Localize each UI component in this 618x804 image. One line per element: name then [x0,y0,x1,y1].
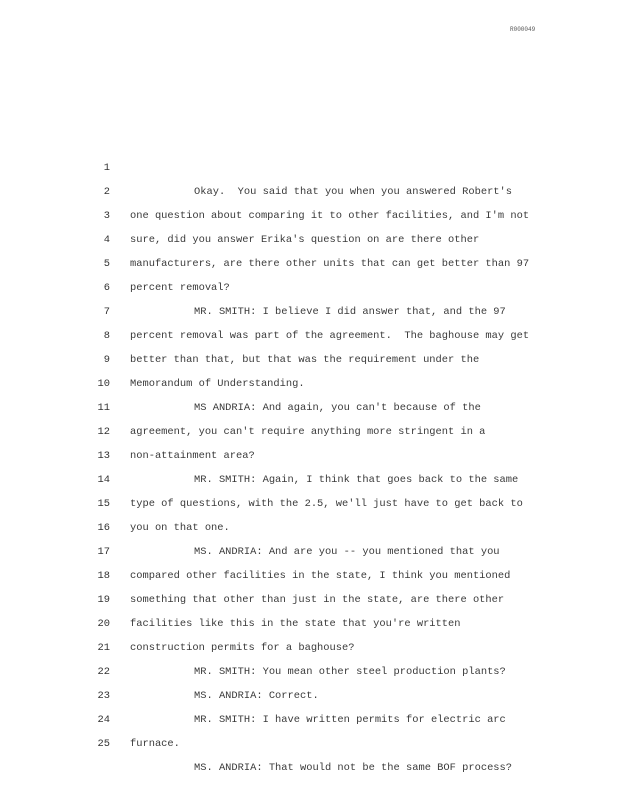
line-number: 16 [97,522,110,534]
line-text: MR. SMITH: You mean other steel production plants? [194,666,506,678]
line-number: 1 [103,162,110,174]
line-number: 22 [97,666,110,678]
line-text: facilities like this in the state that you're written [130,618,461,630]
line-number: 17 [97,546,110,558]
line-number: 2 [103,186,110,198]
line-text: MR. SMITH: I believe I did answer that, and the 97 [194,306,506,318]
line-number: 20 [97,618,110,630]
line-text: MS. ANDRIA: That would not be the same BOF process? [194,762,513,774]
line-text: agreement, you can't require anything more stringent in a [130,426,486,438]
line-number: 5 [103,258,110,270]
line-number: 25 [97,738,110,750]
transcript-line [0,132,618,198]
line-number: 8 [103,330,110,342]
line-text: non-attainment area? [130,450,255,462]
line-number: 10 [97,378,110,390]
line-text: MS. ANDRIA: Correct. [194,690,319,702]
line-text: percent removal? [130,282,230,294]
line-text: something that other than just in the state, are there other [130,594,505,606]
line-text: MS. ANDRIA: And are you -- you mentioned that you [194,546,500,558]
line-text: better than that, but that was the requirement under the [130,354,480,366]
line-number: 24 [97,714,110,726]
line-number: 19 [97,594,110,606]
line-text: you on that one. [130,522,230,534]
line-number: 23 [97,690,110,702]
line-text: type of questions, with the 2.5, we'll just have to get back to [130,498,523,510]
line-text: manufacturers, are there other units that can get better than 97 [130,258,530,270]
line-number: 9 [103,354,110,366]
line-text: sure, did you answer Erika's question on are there other [130,234,480,246]
line-text: compared other facilities in the state, I think you mentioned [130,570,511,582]
line-text: MR. SMITH: I have written permits for electric arc [194,714,506,726]
line-text: Okay. You said that you when you answered Robert's [194,186,513,198]
line-number: 3 [103,210,110,222]
line-number: 14 [97,474,110,486]
line-text: furnace. [130,738,180,750]
line-number: 11 [97,402,110,414]
line-text: Memorandum of Understanding. [130,378,305,390]
line-number: 7 [103,306,110,318]
line-number: 21 [97,642,110,654]
line-number: 4 [103,234,110,246]
line-number: 15 [97,498,110,510]
line-number: 13 [97,450,110,462]
line-text: construction permits for a baghouse? [130,642,355,654]
line-text: MS ANDRIA: And again, you can't because of the [194,402,481,414]
line-number: 12 [97,426,110,438]
line-text: one question about comparing it to other facilities, and I'm not [130,210,530,222]
line-number: 18 [97,570,110,582]
line-number: 6 [103,282,110,294]
line-text: MR. SMITH: Again, I think that goes back to the same [194,474,519,486]
page-id-stamp: R000049 [510,26,536,33]
line-text: percent removal was part of the agreement. The baghouse may get [130,330,530,342]
